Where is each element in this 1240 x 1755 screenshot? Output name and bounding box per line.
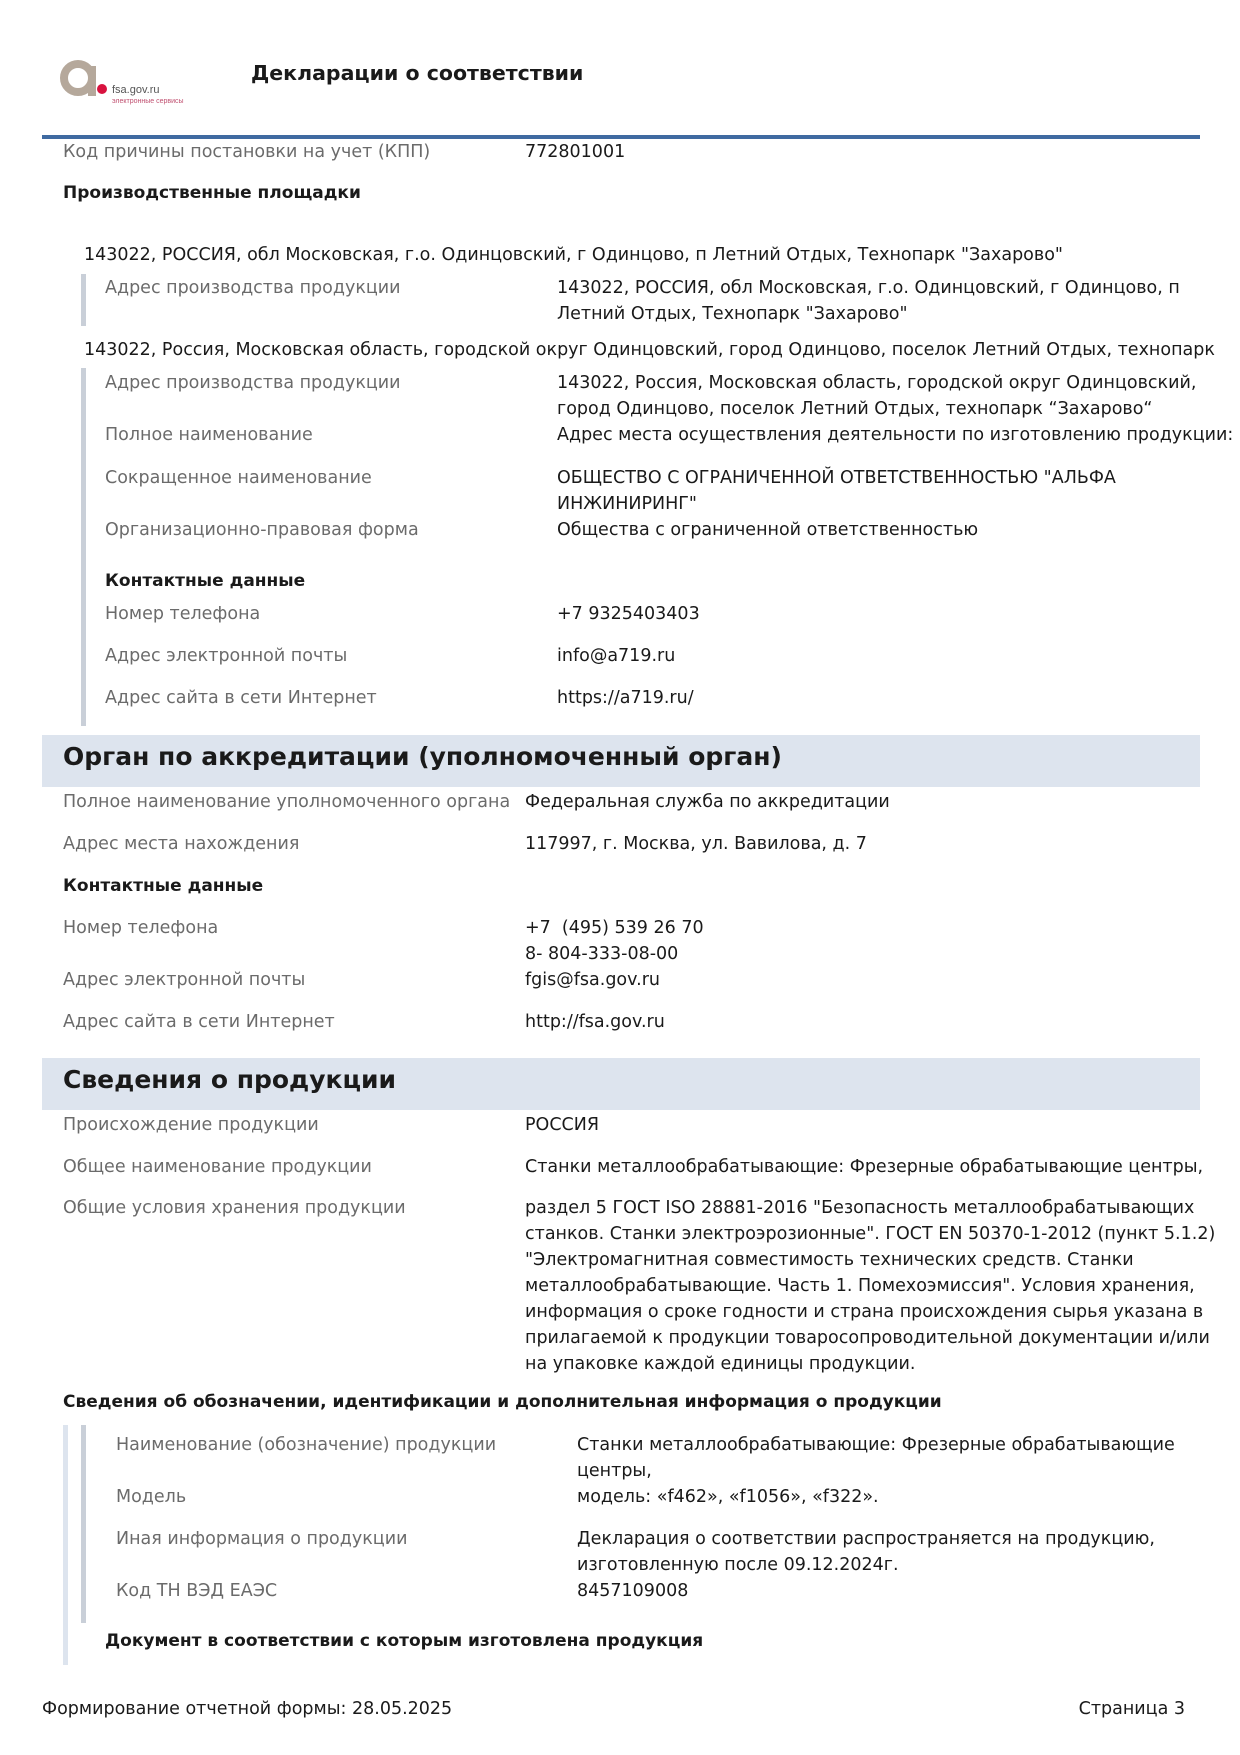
site2-title: 143022, Россия, Московская область, городской округ Одинцовский, город Одинцово, поселок Летний Отдых, технопарк bbox=[84, 340, 1215, 360]
site2-phone-value: +7 9325403403 bbox=[557, 604, 700, 624]
product-storage-line: станков. Станки электроэрозионные". ГОСТ EN 50370-1-2012 (пункт 5.1.2) bbox=[525, 1224, 1216, 1244]
product-origin-label: Происхождение продукции bbox=[63, 1115, 319, 1135]
accreditation-fullname-label: Полное наименование уполномоченного органа bbox=[63, 792, 511, 812]
product-name-value: Станки металлообрабатывающие: Фрезерные обрабатывающие центры, bbox=[525, 1157, 1204, 1177]
accreditation-phone-line1: +7 (495) 539 26 70 bbox=[525, 918, 704, 938]
site2-address-label: Адрес производства продукции bbox=[105, 373, 401, 393]
document-heading: Документ в соответствии с которым изготовлена продукция bbox=[105, 1631, 704, 1651]
model-value: модель: «f462», «f1056», «f322». bbox=[577, 1487, 879, 1507]
accreditation-address-label: Адрес места нахождения bbox=[63, 834, 300, 854]
tnved-label: Код ТН ВЭД ЕАЭС bbox=[116, 1581, 278, 1601]
product-storage-line: металлообрабатывающие. Часть 1. Помехоэмиссия". Условия хранения, bbox=[525, 1276, 1195, 1296]
site2-address-line1: 143022, Россия, Московская область, городской округ Одинцовский, bbox=[557, 373, 1197, 393]
site2-fullname-value: Адрес места осуществления деятельности по изготовлению продукции: bbox=[557, 425, 1234, 445]
site1-address-label: Адрес производства продукции bbox=[105, 278, 401, 298]
accreditation-fullname-value: Федеральная служба по аккредитации bbox=[525, 792, 890, 812]
other-info-label: Иная информация о продукции bbox=[116, 1529, 408, 1549]
site1-indent-bar bbox=[81, 274, 86, 326]
designation-line2: центры, bbox=[577, 1461, 652, 1481]
fsa-logo-icon bbox=[58, 56, 108, 102]
accreditation-website-value[interactable]: http://fsa.gov.ru bbox=[525, 1012, 665, 1032]
site2-address-line2: город Одинцово, поселок Летний Отдых, технопарк “Захарово“ bbox=[557, 399, 1153, 419]
product-storage-line: прилагаемой к продукции товаросопроводительной документации и/или bbox=[525, 1328, 1210, 1348]
footer-page-number: Страница 3 bbox=[1078, 1699, 1185, 1719]
accreditation-contacts-heading: Контактные данные bbox=[63, 876, 264, 896]
product-origin-value: РОССИЯ bbox=[525, 1115, 600, 1135]
accreditation-email-value[interactable]: fgis@fsa.gov.ru bbox=[525, 970, 660, 990]
site1-title: 143022, РОССИЯ, обл Московская, г.о. Одинцовский, г Одинцово, п Летний Отдых, Технопарк "Захарово" bbox=[84, 245, 1063, 265]
product-storage-line: "Электромагнитная совместимость технических средств. Станки bbox=[525, 1250, 1134, 1270]
accreditation-phone-label: Номер телефона bbox=[63, 918, 219, 938]
site2-shortname-line2: ИНЖИНИРИНГ" bbox=[557, 494, 697, 514]
designation-label: Наименование (обозначение) продукции bbox=[116, 1435, 497, 1455]
site2-shortname-label: Сокращенное наименование bbox=[105, 468, 372, 488]
accreditation-email-label: Адрес электронной почты bbox=[63, 970, 306, 990]
production-sites-heading: Производственные площадки bbox=[63, 183, 361, 203]
site2-indent-bar bbox=[81, 368, 86, 726]
logo-subtext: электронные сервисы bbox=[112, 98, 184, 105]
other-info-line1: Декларация о соответствии распространяется на продукцию, bbox=[577, 1529, 1155, 1549]
product-storage-line: раздел 5 ГОСТ ISO 28881-2016 "Безопасность металлообрабатывающих bbox=[525, 1198, 1195, 1218]
model-label: Модель bbox=[116, 1487, 187, 1507]
site2-email-value[interactable]: info@a719.ru bbox=[557, 646, 676, 666]
site2-orgform-value: Общества с ограниченной ответственностью bbox=[557, 520, 979, 540]
site2-website-value[interactable]: https://a719.ru/ bbox=[557, 688, 694, 708]
designation-line1: Станки металлообрабатывающие: Фрезерные обрабатывающие bbox=[577, 1435, 1175, 1455]
site2-website-label: Адрес сайта в сети Интернет bbox=[105, 688, 377, 708]
site2-fullname-label: Полное наименование bbox=[105, 425, 313, 445]
kpp-value: 772801001 bbox=[525, 142, 626, 162]
ident-inner-bar bbox=[81, 1425, 86, 1623]
product-section-title: Сведения о продукции bbox=[63, 1065, 397, 1094]
ident-outer-bar bbox=[63, 1425, 68, 1665]
kpp-label: Код причины постановки на учет (КПП) bbox=[63, 142, 431, 162]
site2-contacts-heading: Контактные данные bbox=[105, 571, 306, 591]
other-info-line2: изготовленную после 09.12.2024г. bbox=[577, 1555, 899, 1575]
product-storage-line: информация о сроке годности и страна происхождения сырья указана в bbox=[525, 1302, 1204, 1322]
accreditation-phone-line2: 8- 804-333-08-00 bbox=[525, 944, 679, 964]
product-ident-heading: Сведения об обозначении, идентификации и дополнительная информация о продукции bbox=[63, 1392, 942, 1412]
accreditation-section-title: Орган по аккредитации (уполномоченный орган) bbox=[63, 742, 782, 771]
site1-address-line1: 143022, РОССИЯ, обл Московская, г.о. Одинцовский, г Одинцово, п bbox=[557, 278, 1180, 298]
tnved-value: 8457109008 bbox=[577, 1581, 689, 1601]
logo-text: fsa.gov.ru bbox=[112, 84, 160, 96]
page-title: Декларации о соответствии bbox=[251, 61, 584, 85]
site1-address-line2: Летний Отдых, Технопарк "Захарово" bbox=[557, 304, 908, 324]
header-rule bbox=[42, 135, 1200, 139]
accreditation-website-label: Адрес сайта в сети Интернет bbox=[63, 1012, 335, 1032]
site2-email-label: Адрес электронной почты bbox=[105, 646, 348, 666]
site2-shortname-line1: ОБЩЕСТВО С ОГРАНИЧЕННОЙ ОТВЕТСТВЕННОСТЬЮ "АЛЬФА bbox=[557, 468, 1116, 488]
footer-generated: Формирование отчетной формы: 28.05.2025 bbox=[42, 1699, 453, 1719]
accreditation-address-value: 117997, г. Москва, ул. Вавилова, д. 7 bbox=[525, 834, 867, 854]
site2-orgform-label: Организационно-правовая форма bbox=[105, 520, 419, 540]
product-storage-label: Общие условия хранения продукции bbox=[63, 1198, 406, 1218]
product-name-label: Общее наименование продукции bbox=[63, 1157, 372, 1177]
site2-phone-label: Номер телефона bbox=[105, 604, 261, 624]
product-storage-line: на упаковке каждой единицы продукции. bbox=[525, 1354, 916, 1374]
